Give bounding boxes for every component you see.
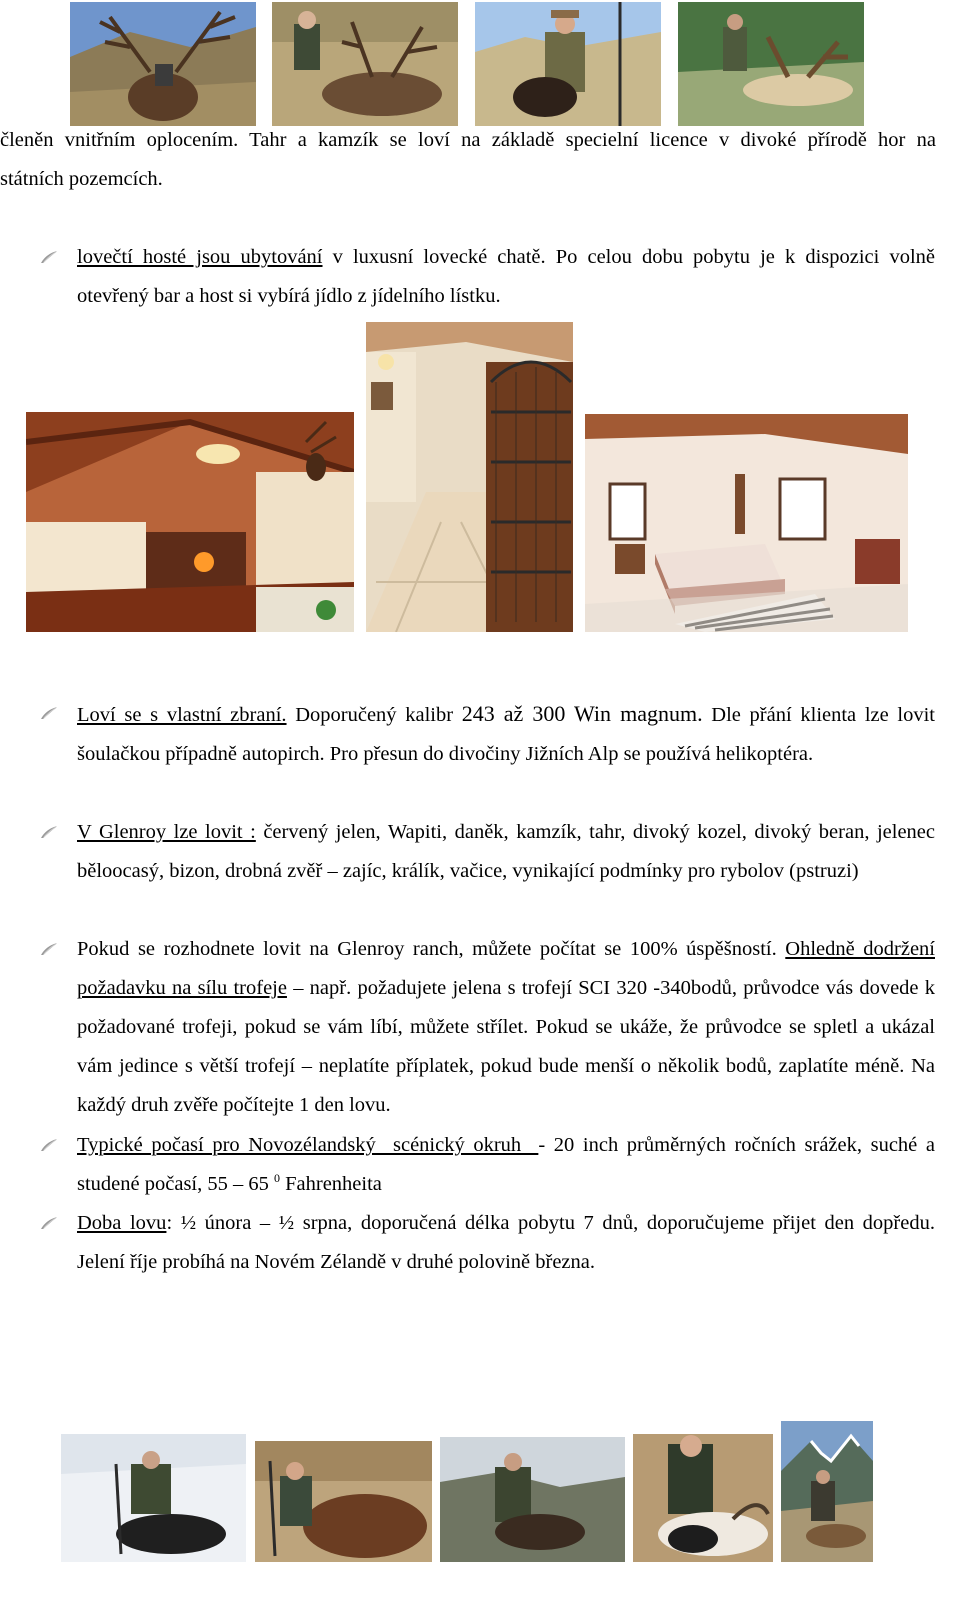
lodge-hallway-photo xyxy=(366,322,573,632)
bullet-icon xyxy=(40,825,58,839)
intro-line-1: členěn vnitřním oplocením. Tahr a kamzík se loví na základě specielní licence v divoké přírodě hor na xyxy=(0,129,936,151)
trophy-link[interactable]: Ohledně dodržení požadavku na sílu trofeje xyxy=(77,938,935,999)
hunter-mountain-photo xyxy=(781,1421,873,1562)
season-item xyxy=(77,1204,935,1282)
lodge-bedroom-photo xyxy=(585,414,908,632)
hunter-with-fallow-deer-photo xyxy=(678,2,864,126)
bullet-icon xyxy=(40,1138,58,1152)
success-text-a: Pokud se rozhodnete lovit na Glenroy ranch, můžete počítat se 100% úspěšností. xyxy=(77,938,786,960)
lodge-text: v luxusní lovecké chatě. Po celou dobu pobytu je k dispozici volně otevřený bar a host si vybírá jídlo z jídelního lístku. xyxy=(77,246,935,307)
bullet-icon xyxy=(40,250,58,264)
game-item xyxy=(77,813,935,891)
hunter-with-goat-photo xyxy=(633,1434,773,1562)
hunter-in-snow-photo xyxy=(61,1434,246,1562)
success-text-b: – např. požadujete jelena s trofejí SCI 320 -340bodů, průvodce vás dovede k požadované trofeji, pokud se vám líbí, můžete střílet. Pokud se ukáže, že průvodce se spletl a ukázal vám jedince s větší trofejí – neplatíte příplatek, pokud bude menší o několik bodů, zaplatíte méně. Na každý druh zvěře počítejte 1 den lovu. xyxy=(77,977,935,1116)
hunter-with-stag-photo xyxy=(272,2,458,126)
season-text: : ½ února – ½ srpna, doporučená délka pobytu 7 dnů, doporučujeme přijet den dopředu. Jelení říje probíhá na Novém Zélandě v druhé polovině března. xyxy=(77,1212,935,1273)
bullet-icon xyxy=(40,942,58,956)
bullet-icon xyxy=(40,1216,58,1230)
season-link[interactable]: Doba lovu xyxy=(77,1212,167,1234)
intro-line-2: státních pozemcích. xyxy=(0,168,163,190)
weapons-link[interactable]: Loví se s vlastní zbraní. xyxy=(77,704,287,726)
weather-text-a: - 20 inch průměrných ročních srážek, suché a studené počasí, 55 – 65 xyxy=(77,1134,935,1195)
hunter-with-bison-photo xyxy=(255,1441,432,1562)
weather-item xyxy=(77,1126,935,1204)
weapons-item xyxy=(77,694,935,774)
caliber-text: 243 až 300 Win magnum. xyxy=(461,701,703,726)
red-stag-trophy-photo xyxy=(70,2,256,126)
hunter-with-ram-photo xyxy=(475,2,661,126)
lodge-link[interactable]: lovečtí hosté jsou ubytování xyxy=(77,246,323,268)
hunter-with-tahr-photo xyxy=(440,1437,625,1562)
weapons-text-a: Doporučený kalibr xyxy=(286,704,462,726)
bullet-icon xyxy=(40,706,58,720)
game-text: červený jelen, Wapiti, daněk, kamzík, tahr, divoký kozel, divoký beran, jelenec běloocasý, bizon, drobná zvěř – zajíc, králík, vačice, vynikající podmínky pro rybolov (pstruzi) xyxy=(77,821,935,882)
weather-link[interactable]: Typické počasí pro Novozélandský scénický okruh xyxy=(77,1134,539,1156)
intro-paragraph xyxy=(0,121,936,199)
degree-sup: 0 xyxy=(274,1171,280,1185)
lodge-living-room-photo xyxy=(26,412,354,632)
weather-text-b: Fahrenheita xyxy=(280,1173,382,1195)
lodge-item xyxy=(77,238,935,316)
weapons-text-b: Dle přání klienta lze lovit šoulačkou případně autopirch. Pro přesun do divočiny Jižních Alp se používá helikoptéra. xyxy=(77,704,936,765)
game-link[interactable]: V Glenroy lze lovit : xyxy=(77,821,256,843)
success-item xyxy=(77,930,935,1125)
